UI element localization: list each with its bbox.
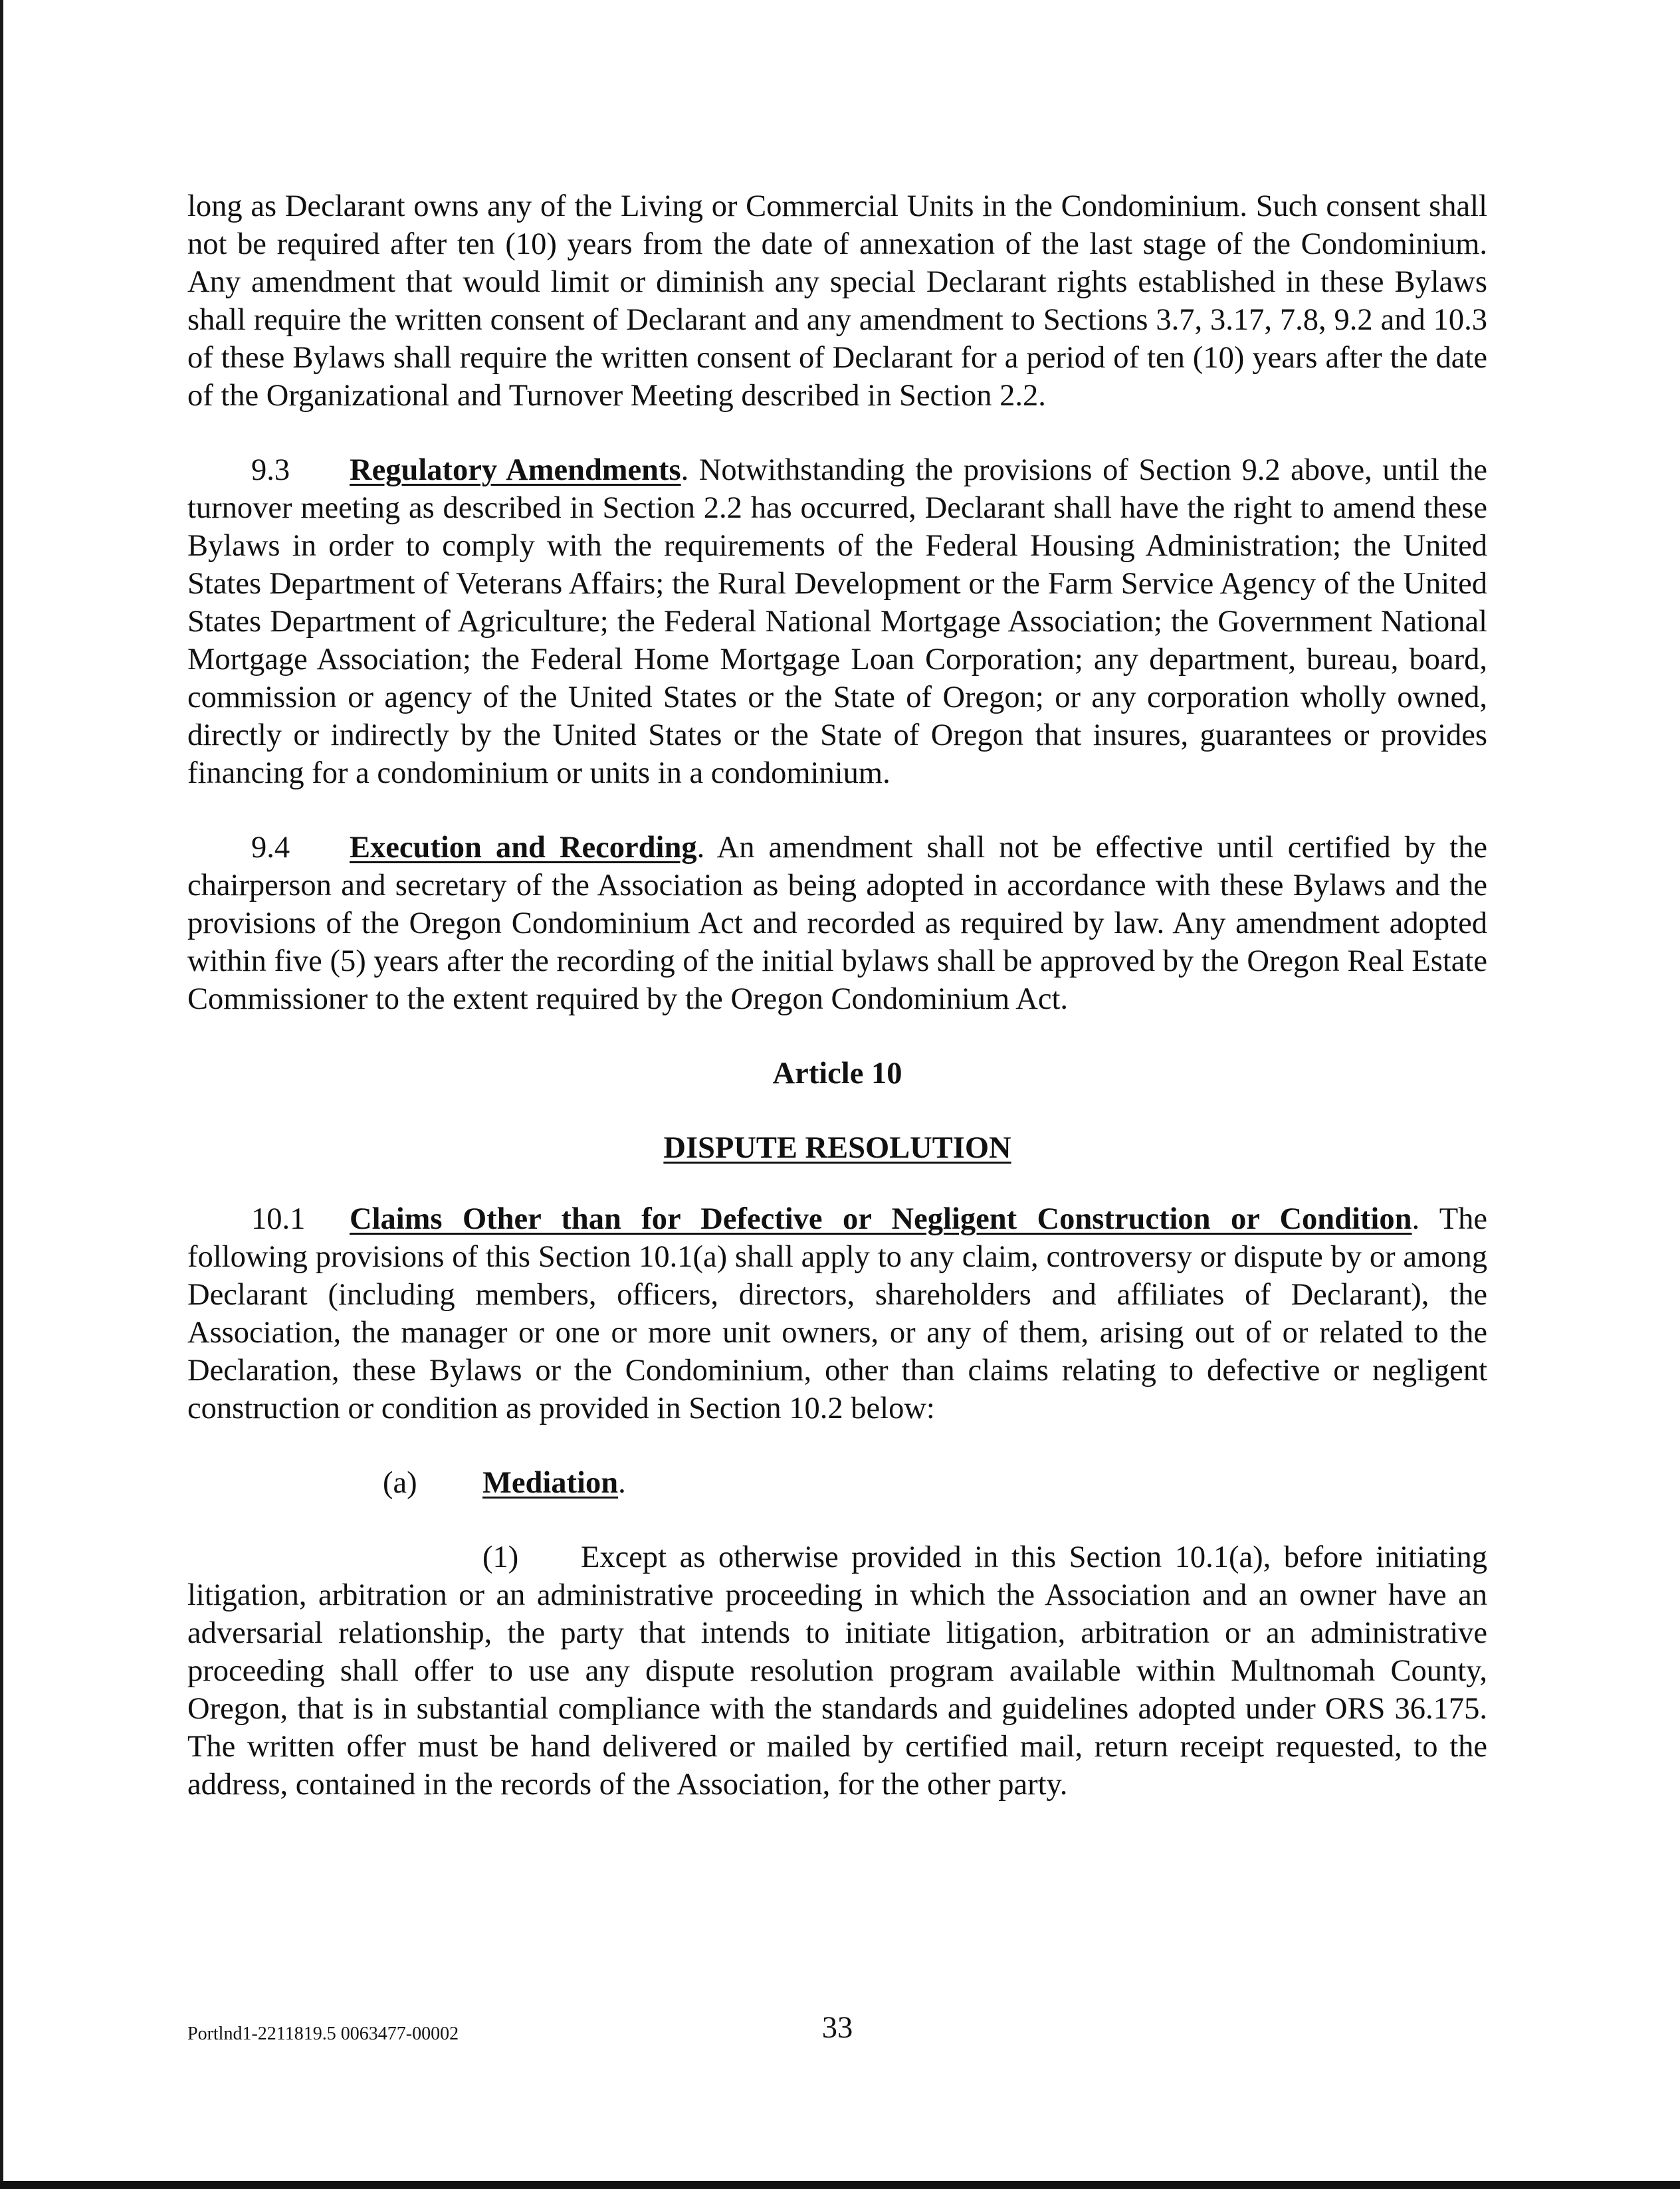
- section-9-4: [187, 829, 1487, 1018]
- subsection-a-1: [187, 1538, 1487, 1804]
- article-number: Article 10: [772, 1057, 902, 1091]
- scan-edge-bottom: [0, 2181, 1680, 2189]
- subsection-heading: Mediation: [482, 1466, 619, 1500]
- section-number: 9.4: [251, 831, 290, 865]
- continuation-paragraph: long as Declarant owns any of the Living or Commercial Units in the Condominium. Such consent shall not be required after ten (10) years from the date of annexation of the last stage of the Condominium. Any amendment that would limit or diminish any special Declarant rights established in these Bylaws shall require the written consent of Declarant and any amendment to Sections 3.7, 3.17, 7.8, 9.2 and 10.3 of these Bylaws shall require the written consent of Declarant for a period of ten (10) years after the date of the Organizational and Turnover Meeting described in Section 2.2.: [187, 189, 1487, 413]
- item-body: Except as otherwise provided in this Section 10.1(a), before initiating litigation, arbitration or an administrative proceeding in which the Association and an owner have an adversarial relationship, the party that intends to initiate litigation, arbitration or an administrative proceeding shall offer to use any dispute resolution program available within Multnomah County, Oregon, that is in substantial compliance with the standards and guidelines adopted under ORS 36.175. The written offer must be hand delivered or mailed by certified mail, return receipt requested, to the address, contained in the records of the Association, for the other party.: [187, 1540, 1487, 1802]
- article-title: DISPUTE RESOLUTION: [663, 1131, 1011, 1165]
- item-label: (1): [482, 1540, 519, 1574]
- footer-document-id: Portlnd1-2211819.5 0063477-00002: [187, 2024, 459, 2044]
- section-10-1: [187, 1200, 1487, 1427]
- subsection-heading-suffix: .: [618, 1466, 626, 1500]
- section-9-3: [187, 451, 1487, 792]
- section-body: . The following provisions of this Section 10.1(a) shall apply to any claim, controversy or dispute by or among Declarant (including members, officers, directors, shareholders and affiliates of Declarant), the Association, the manager or one or more unit owners, or any of them, arising out of or related to the Declaration, these Bylaws or the Condominium, other than claims relating to defective or negligent construction or condition as provided in Section 10.2 below:: [187, 1202, 1487, 1425]
- page-number: 33: [821, 2011, 853, 2045]
- page-footer: [187, 2010, 1487, 2050]
- section-number: 10.1: [251, 1202, 306, 1236]
- document-page: [187, 187, 1487, 1840]
- subsection-label: (a): [383, 1466, 417, 1500]
- section-heading: Regulatory Amendments: [350, 453, 681, 487]
- section-heading: Claims Other than for Defective or Negligent Construction or Condition: [350, 1202, 1412, 1236]
- scan-edge-left: [0, 0, 3, 2189]
- subsection-a: [187, 1464, 1487, 1502]
- section-number: 9.3: [251, 453, 290, 487]
- section-heading: Execution and Recording: [350, 831, 697, 865]
- section-body: . An amendment shall not be effective until certified by the chairperson and secretary of the Association as being adopted in accordance with these Bylaws and the provisions of the Oregon Condominium Act and recorded as required by law. Any amendment adopted within five (5) years after the recording of the initial bylaws shall be approved by the Oregon Real Estate Commissioner to the extent required by the Oregon Condominium Act.: [187, 831, 1487, 1016]
- section-body: . Notwithstanding the provisions of Section 9.2 above, until the turnover meeting as described in Section 2.2 has occurred, Declarant shall have the right to amend these Bylaws in order to comply with the requirements of the Federal Housing Administration; the United States Department of Veterans Affairs; the Rural Development or the Farm Service Agency of the United States Department of Agriculture; the Federal National Mortgage Association; the Government National Mortgage Association; the Federal Home Mortgage Loan Corporation; any department, bureau, board, commission or agency of the United States or the State of Oregon; or any corporation wholly owned, directly or indirectly by the United States or the State of Oregon that insures, guarantees or provides financing for a condominium or units in a condominium.: [187, 453, 1487, 790]
